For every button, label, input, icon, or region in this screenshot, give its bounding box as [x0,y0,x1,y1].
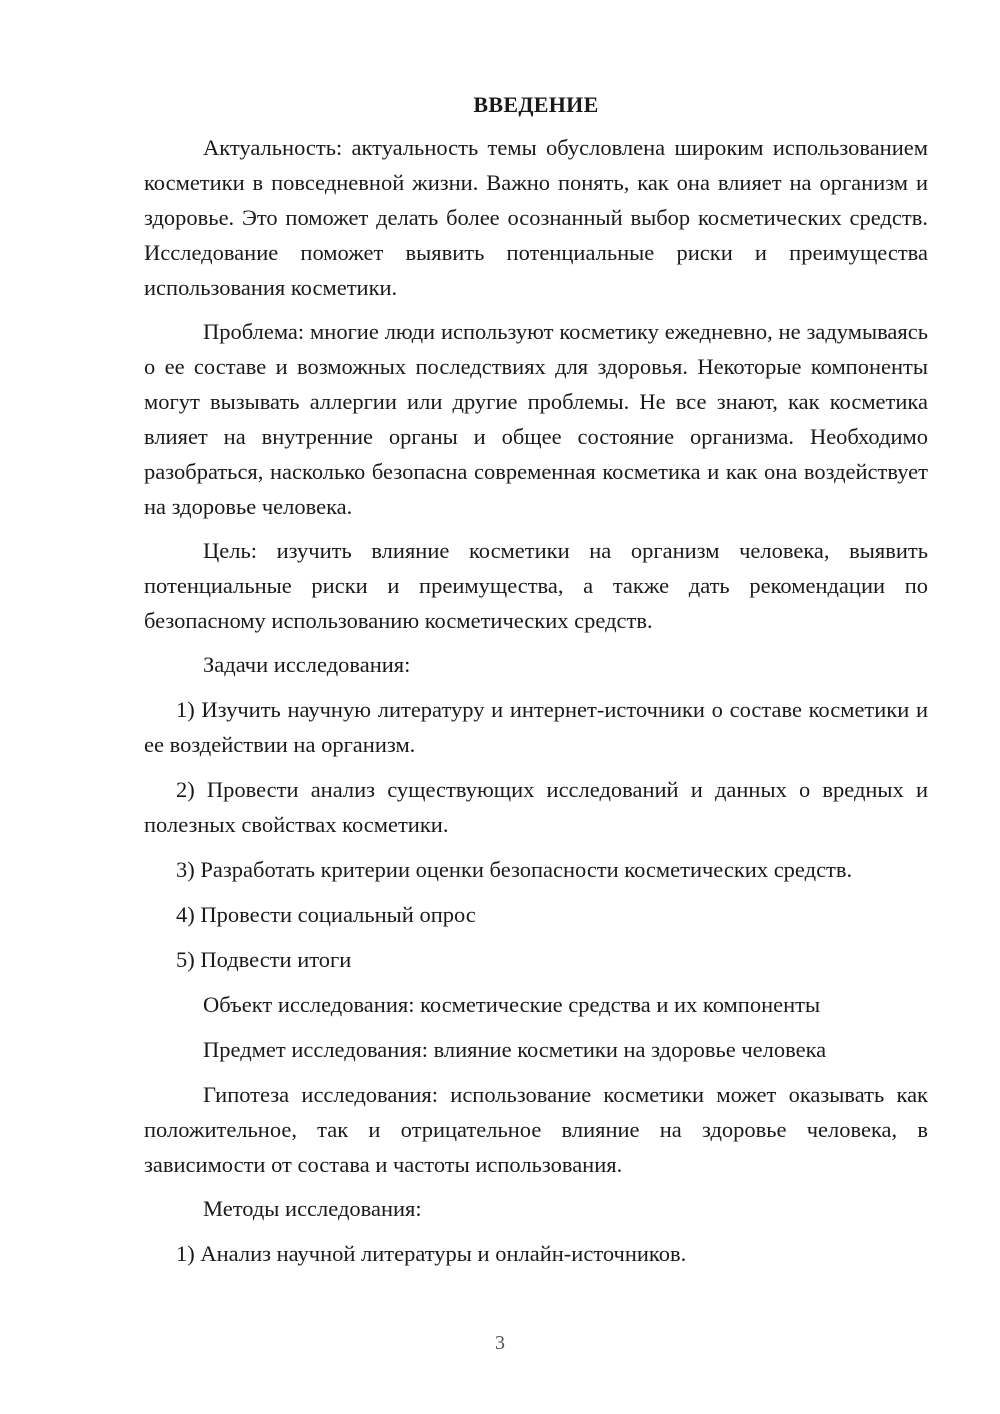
page-title: ВВЕДЕНИЕ [473,92,599,117]
relevance-paragraph: Актуальность: актуальность темы обусловлена широким использованием косметики в повседневной жизни. Важно понять, как она влияет на организм и здоровье. Это поможет делать более осознанный выбор косметических средств. Исследование поможет выявить потенциальные риски и преимущества использования косметики. [144,135,928,300]
document-page [144,92,928,1281]
hypothesis-paragraph: Гипотеза исследования: использование косметики может оказывать как положительное, так и отрицательное влияние на здоровье человека, в зависимости от состава и частоты использования. [144,1082,928,1177]
method-item-1: 1) Анализ научной литературы и онлайн-источников. [176,1241,687,1266]
task-item-3: 3) Разработать критерии оценки безопасности косметических средств. [176,857,853,882]
research-object: Объект исследования: косметические средства и их компоненты [203,992,821,1017]
task-item-2: 2) Провести анализ существующих исследований и данных о вредных и полезных свойствах косметики. [144,777,928,837]
task-item-1: 1) Изучить научную литературу и интернет-источники о составе косметики и ее воздействии на организм. [144,697,928,757]
goal-paragraph: Цель: изучить влияние косметики на организм человека, выявить потенциальные риски и преимущества, а также дать рекомендации по безопасному использованию косметических средств. [144,538,928,633]
task-item-5: 5) Подвести итоги [176,947,352,972]
research-subject: Предмет исследования: влияние косметики на здоровье человека [203,1037,827,1062]
task-item-4: 4) Провести социальный опрос [176,902,476,927]
problem-paragraph: Проблема: многие люди используют косметику ежедневно, не задумываясь о ее составе и возможных последствиях для здоровья. Некоторые компоненты могут вызывать аллергии или другие проблемы. Не все знают, как косметика влияет на внутренние органы и общее состояние организма. Необходимо разобраться, насколько безопасна современная косметика и как она воздействует на здоровье человека. [144,319,928,519]
tasks-heading: Задачи исследования: [203,652,411,677]
page-number: 3 [495,1332,505,1354]
methods-heading: Методы исследования: [203,1196,422,1221]
